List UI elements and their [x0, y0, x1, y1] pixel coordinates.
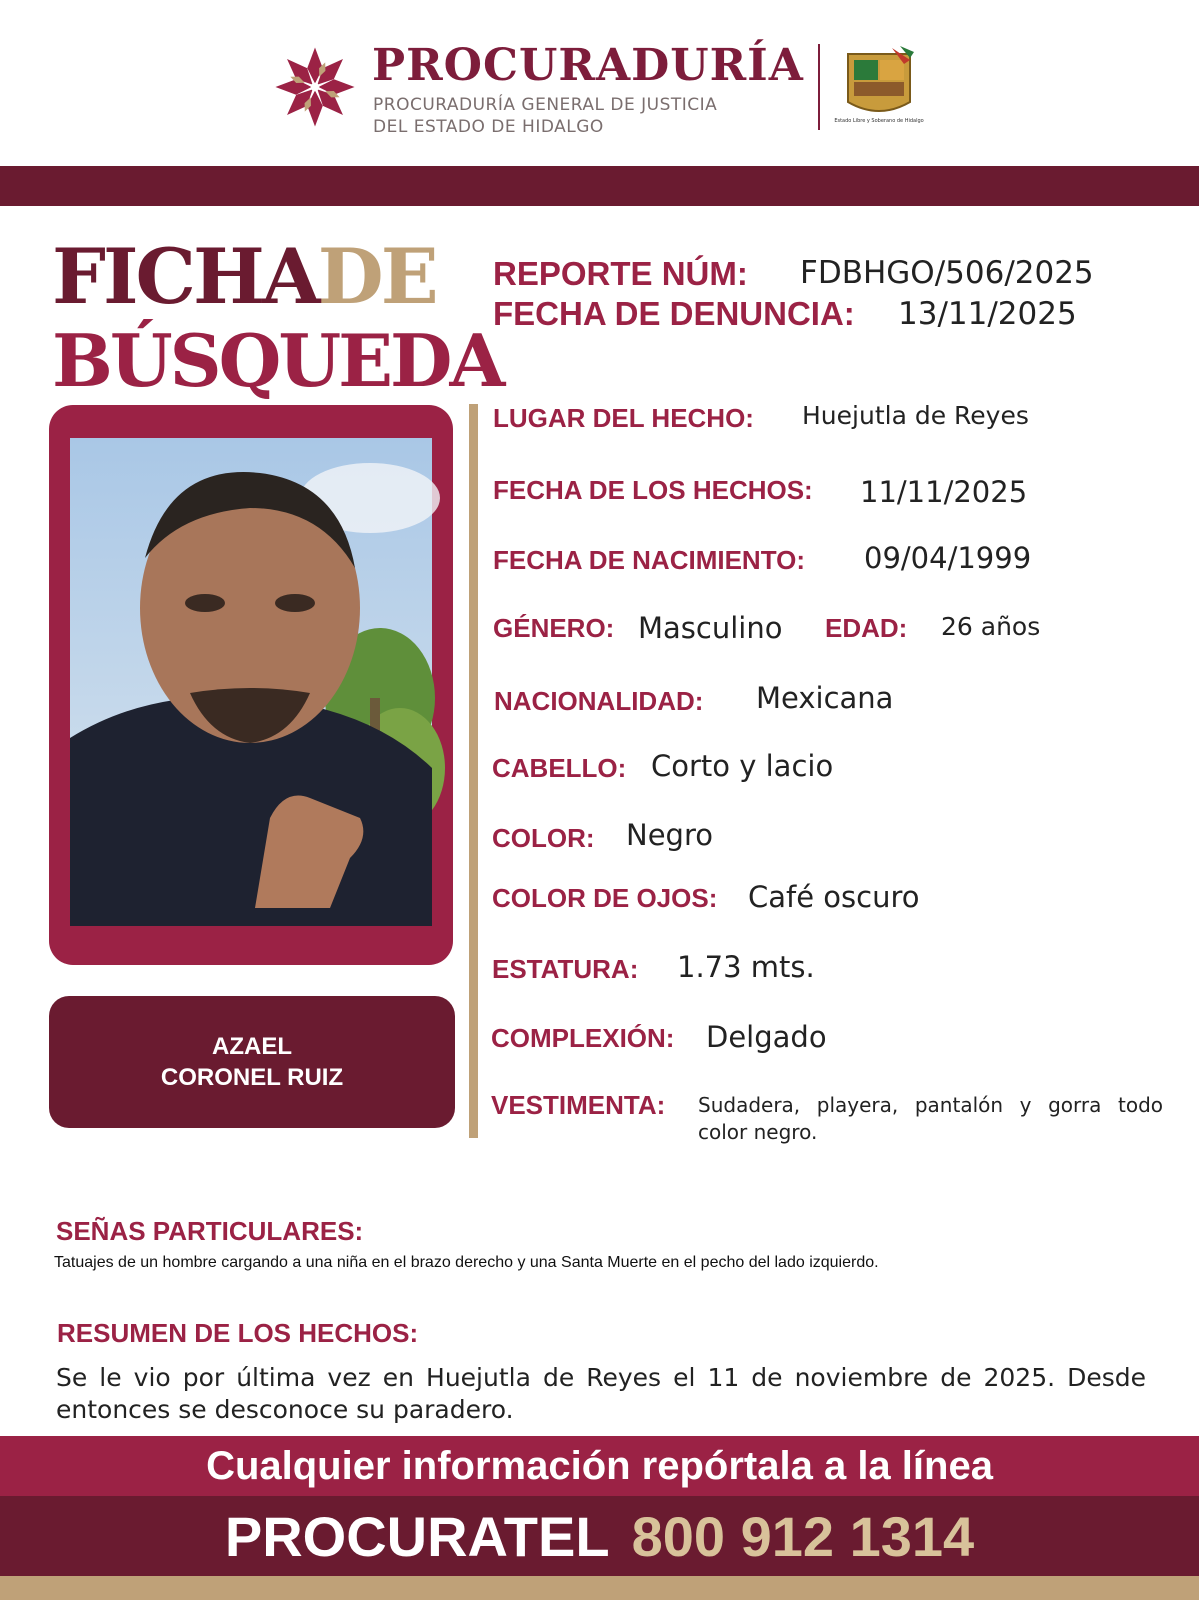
genero-label: GÉNERO: — [493, 613, 615, 643]
edad-value: 26 años — [941, 612, 1041, 641]
fecha-hechos-value: 11/11/2025 — [860, 475, 1028, 509]
org-subtitle-line1: PROCURADURÍA GENERAL DE JUSTICIA — [373, 95, 718, 115]
header-divider — [818, 44, 820, 130]
hidalgo-seal-icon — [834, 44, 924, 134]
missing-person-photo — [70, 438, 432, 926]
complexion-value: Delgado — [706, 1020, 827, 1054]
person-name-box — [49, 996, 455, 1128]
ficha-title-part1: FICHA — [52, 232, 318, 321]
busqueda-title: BÚSQUEDA — [52, 318, 503, 403]
gold-divider-bar — [469, 404, 478, 1138]
nacimiento-value: 09/04/1999 — [864, 541, 1032, 575]
nacimiento-label: FECHA DE NACIMIENTO: — [493, 545, 805, 575]
procuratel-phone[interactable]: 800 912 1314 — [631, 1504, 975, 1568]
seal-caption: Estado Libre y Soberano de Hidalgo — [834, 118, 924, 124]
lugar-label: LUGAR DEL HECHO: — [493, 403, 754, 433]
senas-label: SEÑAS PARTICULARES: — [56, 1216, 364, 1246]
org-title: PROCURADURÍA — [372, 40, 804, 91]
ficha-title — [52, 232, 436, 321]
person-last-name: CORONEL RUIZ — [160, 1064, 344, 1091]
genero-value: Masculino — [638, 611, 783, 645]
procuratel-banner — [0, 1496, 1199, 1576]
top-band — [0, 166, 1199, 206]
nacionalidad-label: NACIONALIDAD: — [494, 686, 704, 716]
color-label: COLOR: — [492, 823, 595, 853]
cabello-value: Corto y lacio — [651, 749, 834, 783]
procuratel-label: PROCURATEL — [224, 1504, 610, 1568]
person-first-name: AZAEL — [212, 1032, 292, 1060]
vestimenta-value: Sudadera, playera, pantalón y gorra todo color negro. — [698, 1093, 1163, 1144]
ojos-value: Café oscuro — [748, 880, 920, 914]
estatura-value: 1.73 mts. — [677, 950, 815, 984]
report-date-label: FECHA DE DENUNCIA: — [493, 295, 855, 332]
procuraduria-logo-icon — [272, 44, 358, 130]
report-line-text: Cualquier información repórtala a la línea — [206, 1443, 993, 1488]
senas-text: Tatuajes de un hombre cargando a una niña en el brazo derecho y una Santa Muerte en el pecho del lado izquierdo. — [54, 1254, 879, 1271]
report-number-label: REPORTE NÚM: — [493, 255, 748, 292]
fecha-hechos-label: FECHA DE LOS HECHOS: — [493, 475, 813, 505]
bottom-gold-band — [0, 1576, 1199, 1600]
lugar-value: Huejutla de Reyes — [802, 401, 1029, 430]
complexion-label: COMPLEXIÓN: — [491, 1023, 675, 1053]
ficha-title-part2: DE — [317, 232, 436, 321]
estatura-label: ESTATURA: — [492, 954, 639, 984]
report-number-value: FDBHGO/506/2025 — [800, 255, 1094, 291]
color-value: Negro — [626, 818, 713, 852]
org-subtitle-line2: DEL ESTADO DE HIDALGO — [373, 117, 604, 137]
resumen-text: Se le vio por última vez en Huejutla de Reyes el 11 de noviembre de 2025. Desde entonces se desconoce su paradero. — [56, 1363, 1146, 1424]
cabello-label: CABELLO: — [492, 753, 627, 783]
ojos-label: COLOR DE OJOS: — [492, 883, 718, 913]
edad-label: EDAD: — [825, 613, 908, 643]
report-line-banner — [0, 1436, 1199, 1496]
nacionalidad-value: Mexicana — [756, 681, 894, 715]
resumen-label: RESUMEN DE LOS HECHOS: — [57, 1318, 419, 1348]
report-date-value: 13/11/2025 — [898, 296, 1077, 332]
vestimenta-label: VESTIMENTA: — [491, 1090, 666, 1120]
